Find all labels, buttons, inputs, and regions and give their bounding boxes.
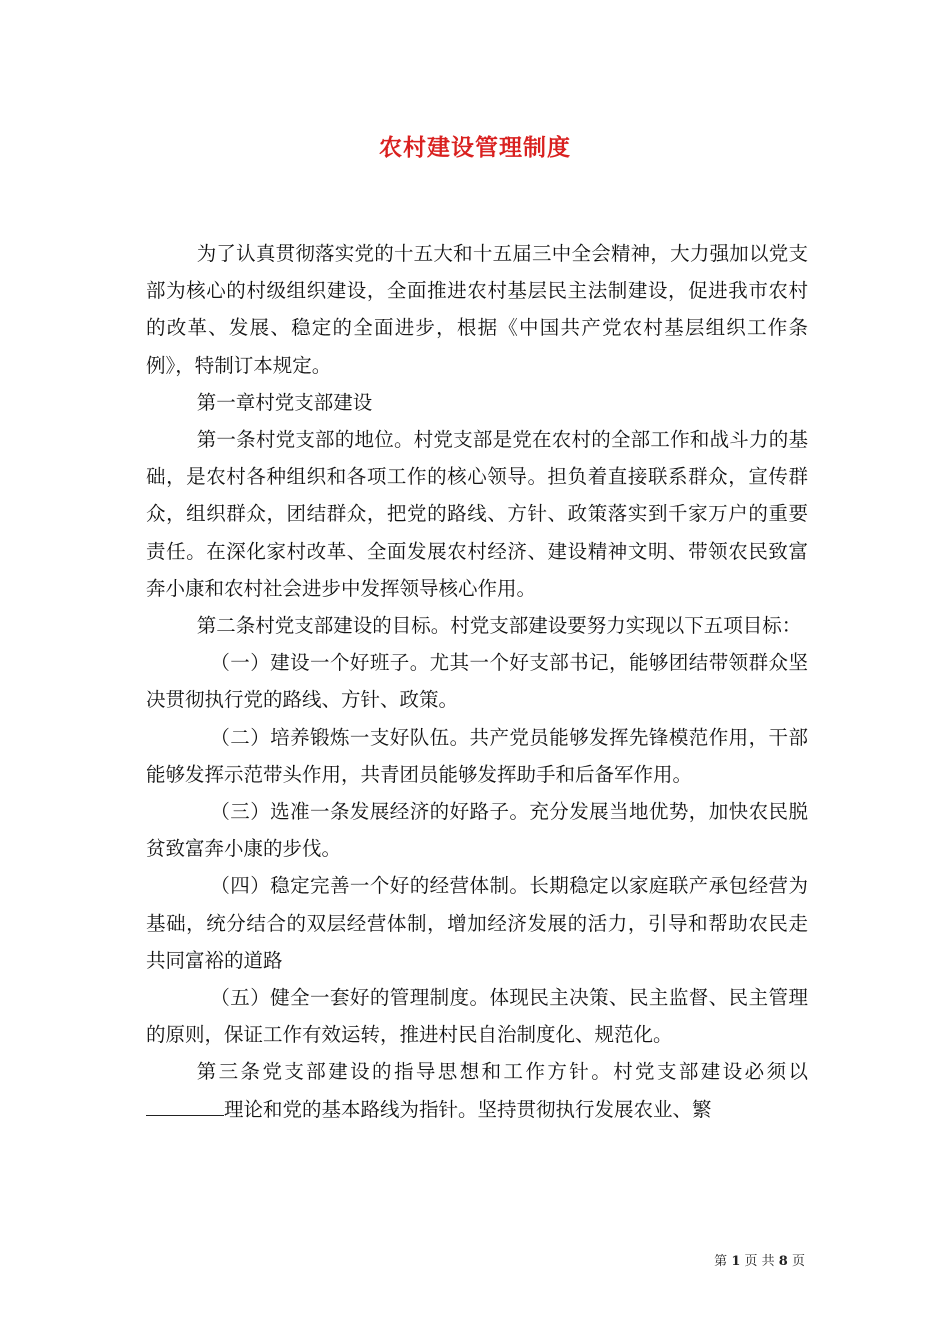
footer-total-pages: 8 [778, 1254, 788, 1269]
goal-item-4: （四）稳定完善一个好的经营体制。长期稳定以家庭联产承包经营为基础，统分结合的双层经营体制，增加经济发展的活力，引导和帮助农民走共同富裕的道路 [146, 874, 808, 972]
intro-paragraph: 为了认真贯彻落实党的十五大和十五届三中全会精神，大力强加以党支部为核心的村级组织建设，全面推进农村基层民主法制建设，促进我市农村的改革、发展、稳定的全面进步，根据《中国共产党农村基层组织工作条例》，特制订本规定。 [146, 242, 808, 377]
page-footer [714, 1250, 805, 1269]
goal-item-3: （三）选准一条发展经济的好路子。充分发展当地优势，加快农民脱贫致富奔小康的步伐。 [146, 800, 808, 861]
document-title: 农村建设管理制度 [379, 134, 571, 161]
footer-suffix: 页 [791, 1254, 805, 1269]
goal-item-1: （一）建设一个好班子。尤其一个好支部书记，能够团结带领群众坚决贯彻执行党的路线、方针、政策。 [146, 651, 808, 712]
document-body [146, 235, 808, 1128]
goal-item-5: （五）健全一套好的管理制度。体现民主决策、民主监督、民主管理的原则，保证工作有效运转，推进村民自治制度化、规范化。 [146, 986, 808, 1047]
footer-page-number: 1 [731, 1254, 741, 1269]
article-2-paragraph: 第二条村党支部建设的目标。村党支部建设要努力实现以下五项目标： [196, 614, 802, 638]
footer-prefix: 第 [714, 1254, 728, 1269]
article-3-text-end: 理论和党的基本路线为指针。坚持贯彻执行发展农业、繁 [224, 1097, 712, 1121]
goal-item-2: （二）培养锻炼一支好队伍。共产党员能够发挥先锋模范作用，干部能够发挥示范带头作用，共青团员能够发挥助手和后备军作用。 [146, 725, 808, 786]
article-3-text-start: 第三条党支部建设的指导思想和工作方针。村党支部建设必须以 [196, 1060, 808, 1084]
footer-middle: 页 共 [744, 1254, 775, 1269]
article-1-paragraph: 第一条村党支部的地位。村党支部是党在农村的全部工作和战斗力的基础，是农村各种组织和各项工作的核心领导。担负着直接联系群众，宣传群众，组织群众，团结群众，把党的路线、方针、政策落实到千家万户的重要责任。在深化家村改革、全面发展农村经济、建设精神文明、带领农民致富奔小康和农村社会进步中发挥领导核心作用。 [146, 428, 808, 600]
article-3-paragraph [146, 1053, 808, 1127]
chapter-heading: 第一章村党支部建设 [196, 390, 373, 414]
fill-blank-line [146, 1097, 224, 1116]
